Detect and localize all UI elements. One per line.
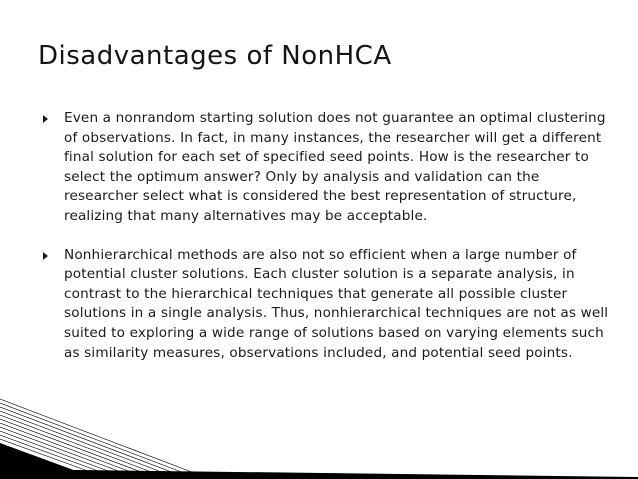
bullet-item (42, 109, 612, 227)
bullet-text: Nonhierarchical methods are also not so efficient when a large number of potential cluster solutions. Each cluster solution is a separate analysis, in contrast to the hierarchical techniques that generate all possible cluster solutions in a single analysis. Thus, nonhierarchical techniques are not as well suited to exploring a wide range of solutions based on varying elements such as similarity measures, observations included, and potential seed points. (64, 246, 609, 361)
corner-decoration (0, 389, 638, 479)
arrow-bullet-icon (43, 252, 48, 260)
arrow-bullet-icon (43, 115, 48, 123)
bullet-text: Even a nonrandom starting solution does not guarantee an optimal clustering of observations. In fact, in many instances, the researcher will get a different final solution for each set of specified seed points. How is the researcher to select the optimum answer? Only by analysis and validation can the researcher select what is considered the best representation of structure, realizing that many alternatives may be acceptable. (64, 110, 606, 224)
slide-title: Disadvantages of NonHCA (38, 41, 392, 71)
bullet-list (42, 109, 612, 363)
bullet-item (42, 246, 612, 364)
